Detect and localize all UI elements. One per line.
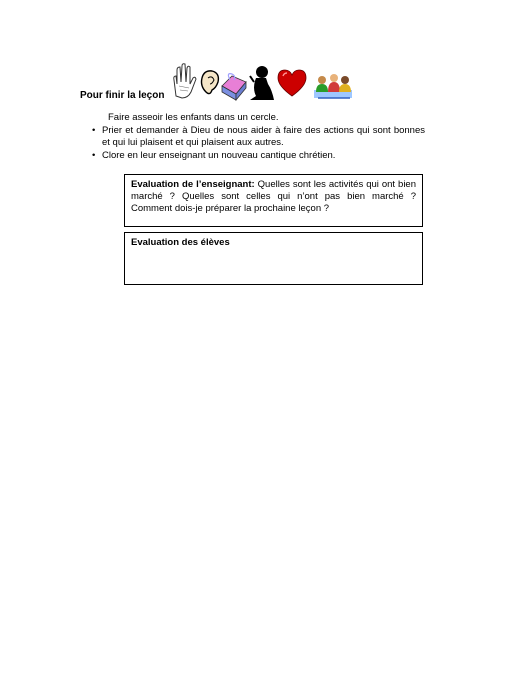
ear-icon bbox=[202, 71, 219, 94]
intro-text: Faire asseoir les enfants dans un cercle. bbox=[108, 112, 279, 123]
heart-icon bbox=[278, 70, 306, 96]
list-item: • Prier et demander à Dieu de nous aider à faire des actions qui sont bonnes et qui lui plaisent et qui plaisent aux autres. bbox=[92, 125, 425, 149]
student-evaluation-box bbox=[124, 232, 423, 285]
teacher-evaluation-text: Quelles sont les activités qui ont bien marché ? Quelles sont celles qui n’ont pas bien marché ? Comment dois-je préparer la prochaine leçon ? bbox=[131, 179, 416, 214]
list-item: • Clore en leur enseignant un nouveau cantique chrétien. bbox=[92, 150, 425, 162]
gift-icon bbox=[222, 74, 246, 100]
student-evaluation-label: Evaluation des élèves bbox=[131, 237, 230, 248]
teacher-evaluation-box bbox=[124, 174, 423, 227]
lesson-icons bbox=[170, 62, 355, 104]
praying-child-icon bbox=[250, 66, 274, 100]
section-title: Pour finir la leçon bbox=[80, 90, 165, 101]
bullet-list bbox=[92, 125, 425, 163]
teacher-evaluation-label: Evaluation de l’enseignant: bbox=[131, 179, 255, 190]
children-group-icon bbox=[314, 74, 352, 98]
hand-icon bbox=[174, 64, 196, 98]
